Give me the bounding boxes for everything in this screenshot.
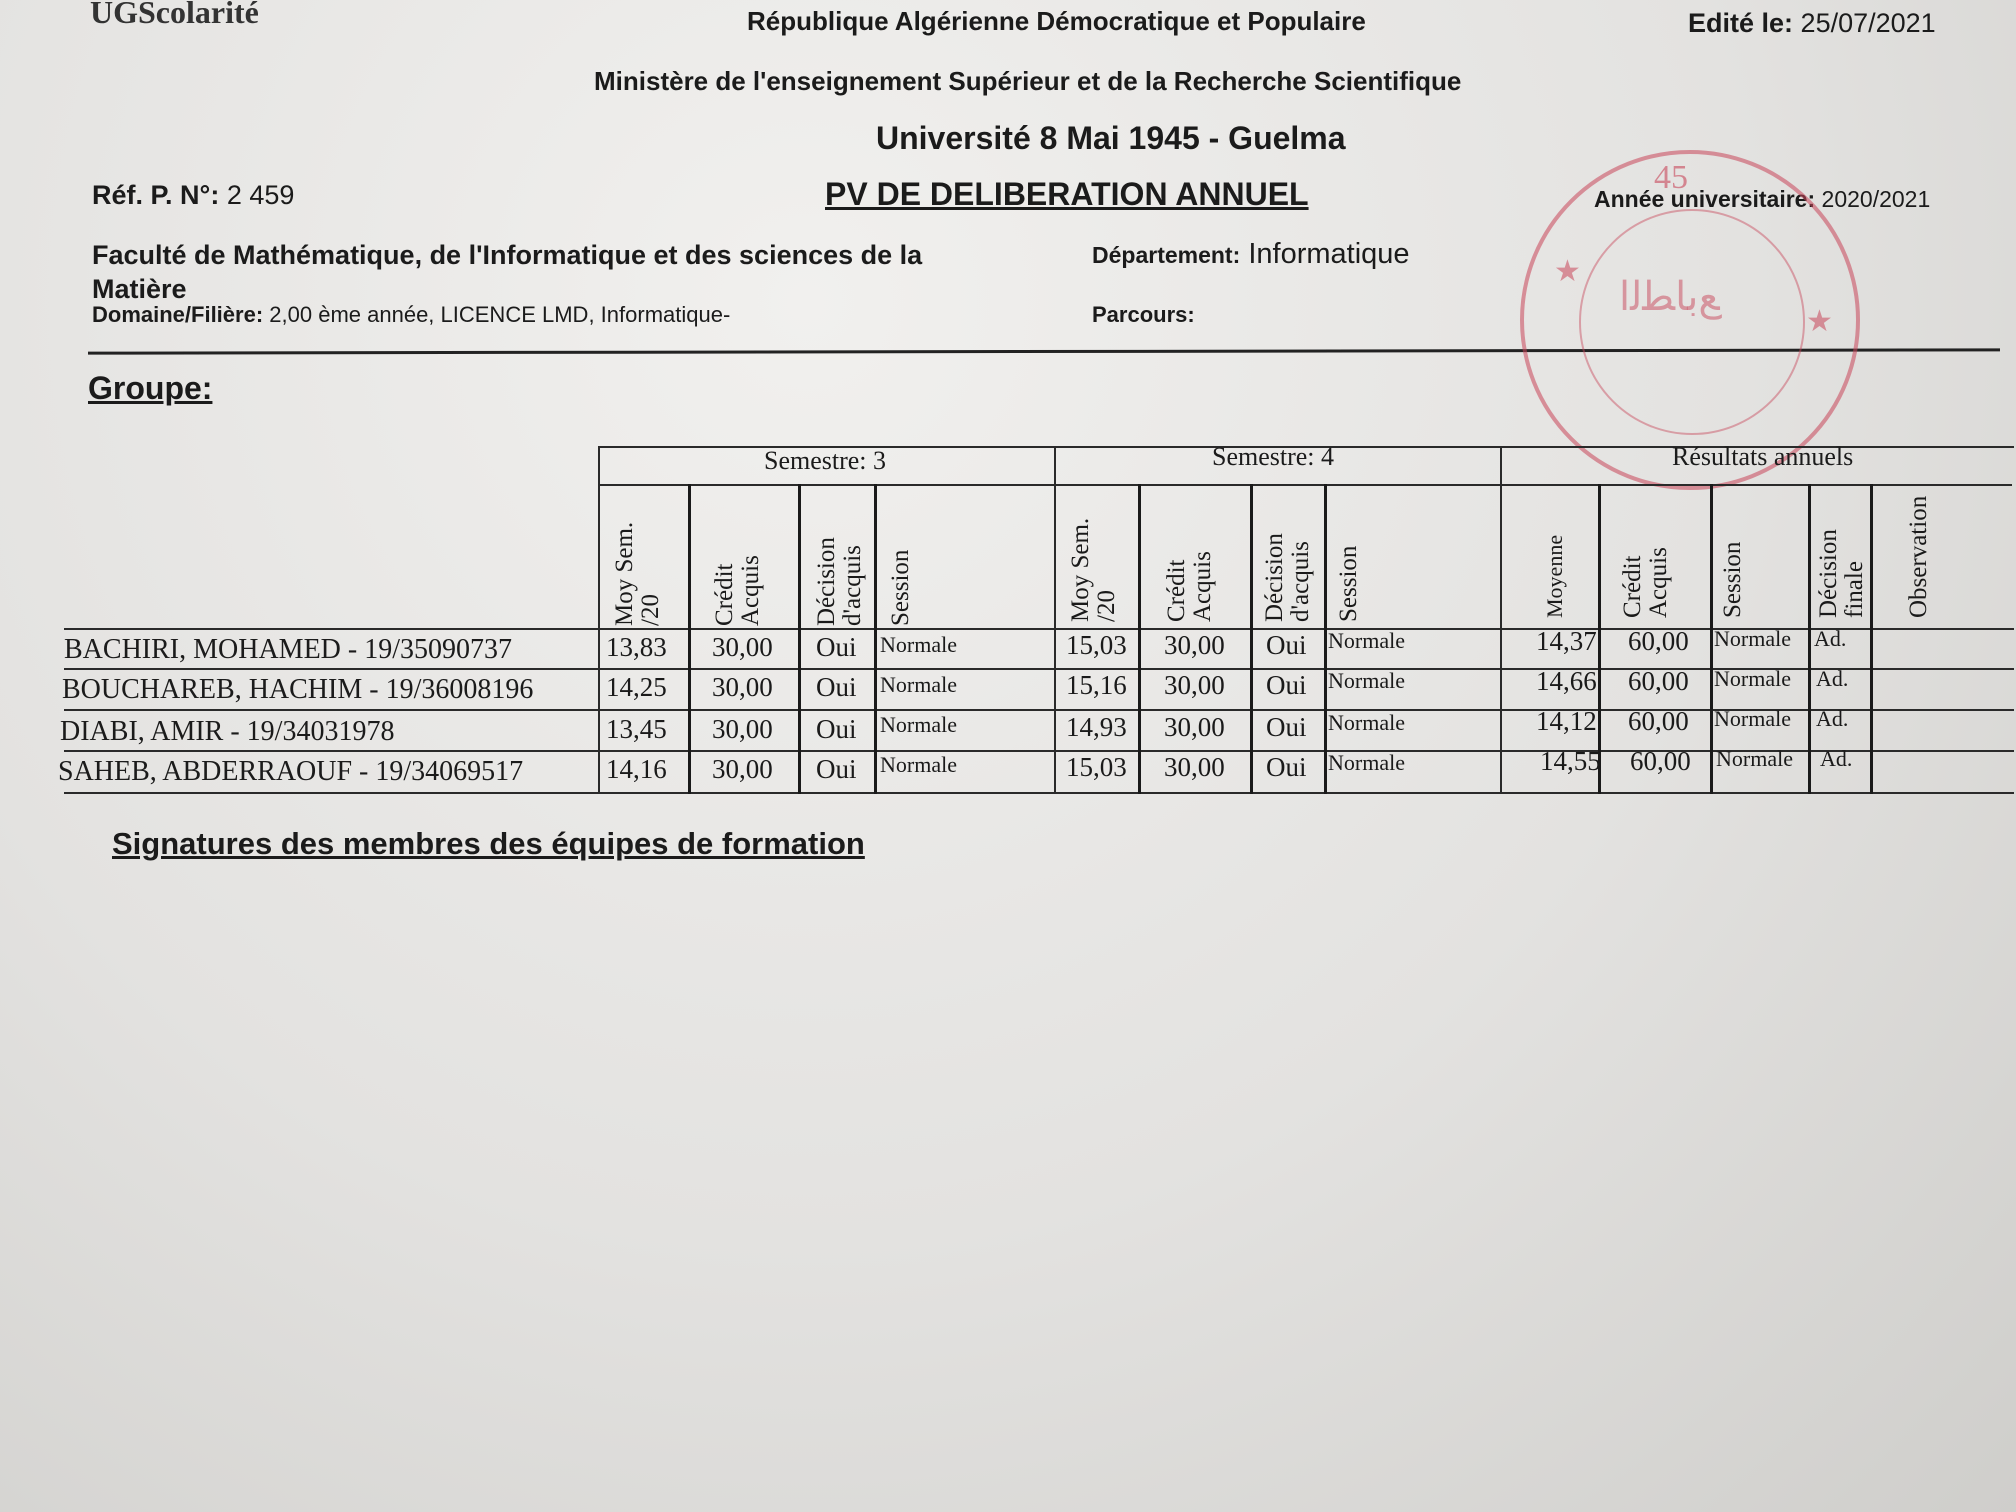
s3-moy: 13,83: [606, 632, 667, 662]
s3-session: Normale: [880, 712, 957, 737]
annual-session: Normale: [1716, 746, 1793, 771]
s4-credit: 30,00: [1164, 712, 1225, 742]
annual-credit: 60,00: [1628, 666, 1689, 696]
ministry-title: Ministère de l'enseignement Supérieur et de la Recherche Scientifique: [594, 66, 1462, 96]
parcours-label: Parcours:: [1092, 302, 1195, 327]
academic-year: Année universitaire: 2020/2021: [1594, 186, 1931, 212]
s3-decision: Oui: [816, 672, 857, 702]
annual-credit: 60,00: [1628, 706, 1689, 736]
annual-moyenne-header: Moyenne: [1542, 534, 1567, 618]
s3-session-header: Session: [887, 549, 914, 626]
s4-session: Normale: [1328, 750, 1405, 775]
semester-4-header: Semestre: 4: [1212, 442, 1335, 471]
ugscolarite-logo: UGScolarité: [90, 0, 259, 30]
s4-session: Normale: [1328, 668, 1405, 693]
student-name: SAHEB, ABDERRAOUF - 19/34069517: [58, 756, 524, 787]
s3-session: Normale: [880, 672, 957, 697]
s3-credit: 30,00: [712, 632, 773, 662]
s3-credit: 30,00: [712, 672, 773, 702]
annual-session: Normale: [1714, 626, 1791, 651]
ref-number: Réf. P. N°: 2 459: [92, 180, 295, 210]
annual-credit: 60,00: [1630, 746, 1691, 776]
university-title: Université 8 Mai 1945 - Guelma: [876, 120, 1346, 156]
student-name: BOUCHAREB, HACHIM - 19/36008196: [62, 674, 534, 705]
s4-session-header: Session: [1335, 545, 1362, 622]
domain-filiere: Domaine/Filière: 2,00 ème année, LICENCE LMD, Informatique-: [92, 302, 731, 327]
s4-credit-header: Crédit Acquis: [1163, 551, 1216, 622]
s4-decision: Oui: [1266, 752, 1307, 782]
annual-session-header: Session: [1719, 541, 1746, 618]
s4-decision-header: Décision d'acquis: [1261, 533, 1314, 622]
s4-moy: 15,03: [1066, 630, 1127, 660]
s3-session: Normale: [880, 752, 957, 777]
signatures-heading: Signatures des membres des équipes de formation: [112, 826, 865, 861]
annual-moyenne: 14,55: [1540, 746, 1601, 776]
s3-moy: 14,16: [606, 754, 667, 784]
s4-moy: 15,03: [1066, 752, 1127, 782]
annual-session: Normale: [1714, 666, 1791, 691]
annual-decision: Ad.: [1814, 626, 1847, 651]
s3-decision-header: Décision d'acquis: [813, 537, 866, 626]
s4-moy-header: Moy Sem. /20: [1067, 517, 1120, 622]
s3-moy-header: Moy Sem. /20: [611, 521, 664, 626]
annual-credit: 60,00: [1628, 626, 1689, 656]
annual-credit-header: Crédit Acquis: [1619, 547, 1672, 618]
s4-decision: Oui: [1266, 670, 1307, 700]
university-stamp: 45 ★ ★ ﻊﺑﺎﻄﻟﺍ: [1520, 150, 1860, 490]
annual-decision: Ad.: [1820, 746, 1853, 771]
edited-date: Edité le: 25/07/2021: [1688, 8, 1936, 38]
s4-decision: Oui: [1266, 712, 1307, 742]
annual-session: Normale: [1714, 706, 1791, 731]
document-title: PV DE DELIBERATION ANNUEL: [825, 176, 1309, 212]
student-name: BACHIRI, MOHAMED - 19/35090737: [64, 634, 512, 665]
department: Département: Informatique: [1092, 238, 1410, 270]
s3-moy: 14,25: [606, 672, 667, 702]
annual-moyenne: 14,66: [1536, 666, 1597, 696]
annual-moyenne: 14,12: [1536, 706, 1597, 736]
group-label: Groupe:: [88, 370, 213, 406]
s3-decision: Oui: [816, 714, 857, 744]
annual-results-header: Résultats annuels: [1672, 442, 1854, 471]
s3-credit-header: Crédit Acquis: [711, 555, 764, 626]
s4-moy: 15,16: [1066, 670, 1127, 700]
semester-3-header: Semestre: 3: [764, 446, 887, 475]
s3-decision: Oui: [816, 754, 857, 784]
s3-credit: 30,00: [712, 714, 773, 744]
annual-moyenne: 14,37: [1536, 626, 1597, 656]
annual-decision-header: Décision finale: [1815, 529, 1868, 618]
republic-title: République Algérienne Démocratique et Populaire: [747, 6, 1366, 36]
s4-session: Normale: [1328, 710, 1405, 735]
s3-credit: 30,00: [712, 754, 773, 784]
annual-decision: Ad.: [1816, 666, 1849, 691]
s4-credit: 30,00: [1164, 630, 1225, 660]
annual-observation-header: Observation: [1905, 495, 1932, 618]
s4-credit: 30,00: [1164, 670, 1225, 700]
s4-decision: Oui: [1266, 630, 1307, 660]
s4-moy: 14,93: [1066, 712, 1127, 742]
s4-credit: 30,00: [1164, 752, 1225, 782]
annual-decision: Ad.: [1816, 706, 1849, 731]
faculty-line-1: Faculté de Mathématique, de l'Informatique et des sciences de la: [92, 240, 923, 270]
s3-session: Normale: [880, 632, 957, 657]
student-name: DIABI, AMIR - 19/34031978: [60, 716, 395, 747]
faculty-line-2: Matière: [92, 274, 187, 304]
s3-moy: 13,45: [606, 714, 667, 744]
s3-decision: Oui: [816, 632, 857, 662]
s4-session: Normale: [1328, 628, 1405, 653]
